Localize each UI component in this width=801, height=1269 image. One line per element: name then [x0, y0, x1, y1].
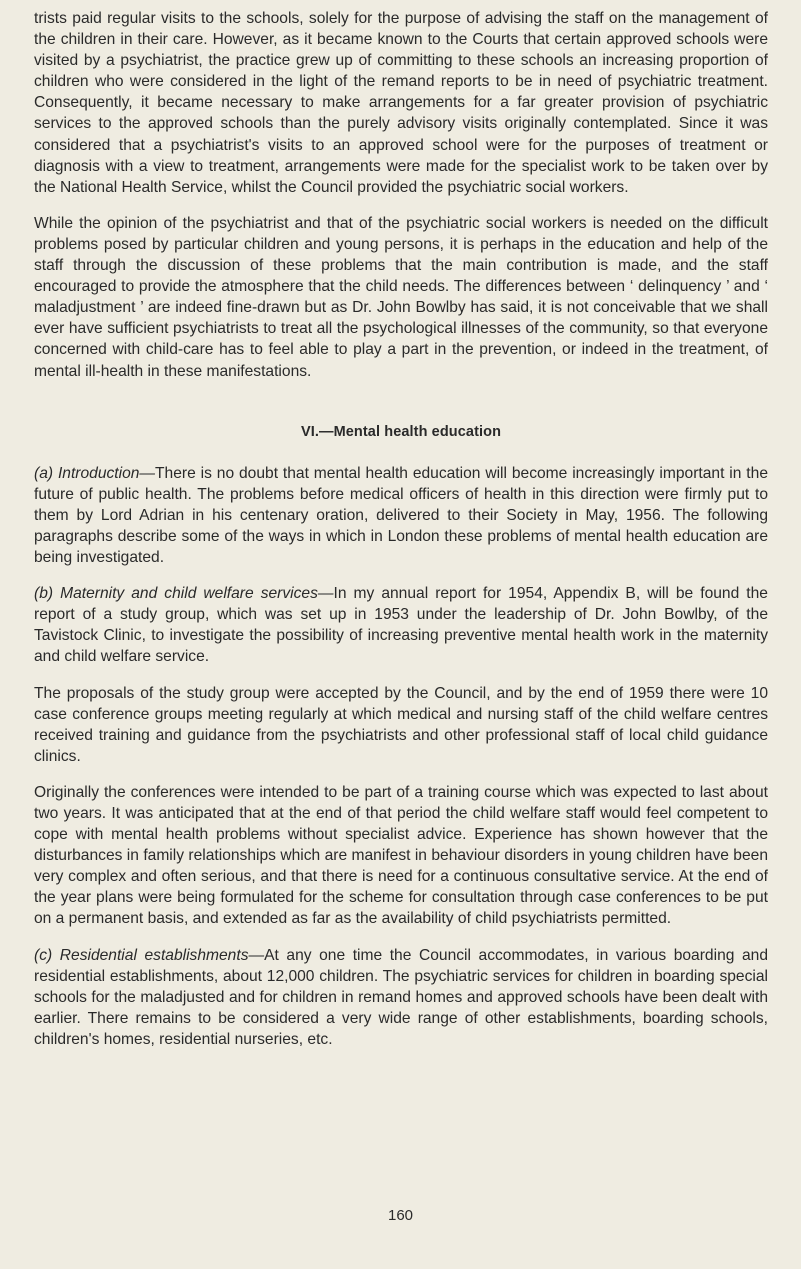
- item-title-maternity: Maternity and child welfare services—: [60, 585, 334, 603]
- paragraph-maternity-child-welfare: [34, 583, 768, 667]
- item-text-residential: At any one time the Council accommodates, in various boarding and residential establishments, about 12,000 children. The psychiatric services for children in boarding special schools for the maladjusted and for children in remand homes and approved schools have been dealt with earlier. There remains to be considered a very wide range of other establishments, boarding schools, children's homes, residential nurseries, etc.: [34, 946, 768, 1048]
- page-body: [34, 8, 768, 1065]
- paragraph-staff-education: While the opinion of the psychiatrist and that of the psychiatric social workers is needed on the difficult problems posed by particular children and young persons, it is perhaps in the education and help of the staff through the discussion of these problems that the main contribution is made, and the staff encouraged to provide the atmosphere that the child needs. The differences between ‘ delinquency ’ and ‘ maladjustment ’ are indeed fine-drawn but as Dr. John Bowlby has said, it is not conceivable that we shall ever have sufficient psychiatrists to treat all the psychological illnesses of the community, so that everyone concerned with child-care has to feel able to play a part in the prevention, or indeed in the treatment, of mental ill-health in these manifestations.: [34, 214, 768, 380]
- page-number: 160: [387, 1207, 414, 1224]
- paragraph-psychiatric-visits: trists paid regular visits to the schools, solely for the purpose of advising the staff on the management of the children in their care. However, as it became known to the Courts that certain approved schools were visited by a psychiatrist, the practice grew up of committing to these schools an increasing proportion of children who were considered in the light of the remand reports to be in need of psychiatric treatment. Consequently, it became necessary to make arrangements for a far greater provision of psychiatric services to the approved schools than the purely advisory visits originally contemplated. Since it was considered that a psychiatrist's visits to an approved school were for the purposes of treatment or diagnosis with a view to treatment, arrangements were made for the specialist work to be taken over by the National Health Service, whilst the Council provided the psychiatric social workers.: [34, 10, 768, 196]
- item-label-a: (a): [34, 464, 54, 482]
- section-heading: VI.—Mental health education: [300, 423, 502, 440]
- paragraph-introduction: [34, 463, 768, 568]
- item-title-residential: Residential establishments—: [59, 946, 265, 964]
- paragraph-training-conferences: Originally the conferences were intended to be part of a training course which was expected to last about two years. It was anticipated that at the end of that period the child welfare staff would feel competent to cope with mental health problems without specialist advice. Experience has shown however that the disturbances in family relationships which are manifest in behaviour disorders in young children have been very complex and often serious, and that there is need for a continuous consultative service. At the end of the year plans were being formulated for the scheme for consultation through case conferences to be put on a permanent basis, and extended as far as the availability of child psychiatrists permitted.: [34, 783, 768, 928]
- item-text-maternity: In my annual report for 1954, Appendix B, will be found the report of a study group, which was set up in 1953 under the leadership of Dr. John Bowlby, of the Tavistock Clinic, to investigate the possibility of increasing preventive mental health work in the maternity and child welfare service.: [34, 585, 768, 666]
- item-label-c: (c): [34, 946, 53, 964]
- item-text-introduction: There is no doubt that mental health education will become increasingly important in the future of public health. The problems before medical officers of health in this direction were firmly put to them by Lord Adrian in his centenary oration, delivered to their Society in May, 1956. The following paragraphs describe some of the ways in which in London these problems of mental health education are being investigated.: [34, 464, 768, 567]
- item-title-introduction: Introduction—: [57, 464, 156, 482]
- paragraph-study-group-proposals: The proposals of the study group were accepted by the Council, and by the end of 1959 there were 10 case conference groups meeting regularly at which medical and nursing staff of the child welfare centres received training and guidance from the psychiatrists and other professional staff of local child guidance clinics.: [34, 684, 768, 765]
- item-label-b: (b): [34, 585, 54, 603]
- paragraph-residential-establishments: [34, 945, 768, 1050]
